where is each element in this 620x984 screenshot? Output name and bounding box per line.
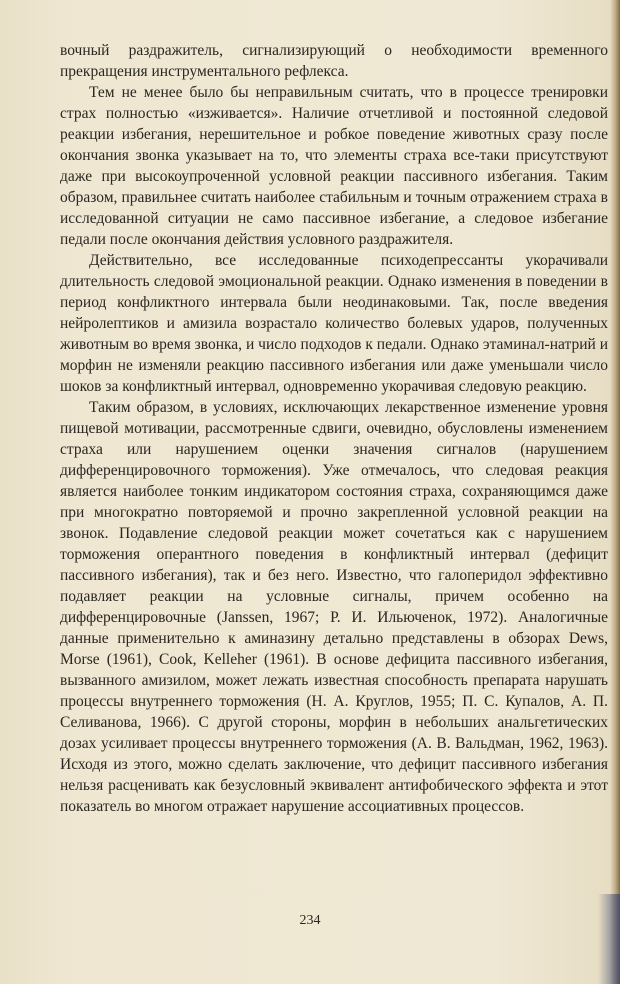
paragraph: Таким образом, в условиях, исключающих лекарственное изменение уровня пищевой мотивации, рассмотренные сдвиги, очевидно, обусловлены изменением страха или нарушением оценки значения сигналов (нарушением дифференцировочного торможения). Уже отмечалось, что следовая реакция является наиболее тонким индикатором состояния страха, сохраняющимся даже при многократно повторяемой и прочно закрепленной условной реакции на звонок. Подавление следовой реакции может сочетаться как с нарушением торможения оперантного поведения в конфликтный интервал (дефицит пассивного избегания), так и без него. Известно, что галоперидол эффективно подавляет реакции на условные сигналы, причем особенно на дифференцировочные (Janssen, 1967; Р. И. Ильюченок, 1972). Аналогичные данные применительно к аминазину детально представлены в обзорах Dews, Morse (1961), Cook, Kelleher (1961). В основе дефицита пассивного избегания, вызванного амизилом, может лежать известная способность препарата нарушать процессы внутреннего торможения (Н. А. Круглов, 1955; П. С. Купалов, А. П. Селиванова, 1966). С другой стороны, морфин в небольших анальгетических дозах усиливает процессы внутреннего торможения (А. В. Вальдман, 1962, 1963). Исходя из этого, можно сделать заключение, что дефицит пассивного избегания нельзя расценивать как безусловный эквивалент антифобического эффекта и этот показатель во многом отражает нарушение ассоциативных процессов. [60, 399, 608, 815]
paragraph: Тем не менее было бы неправильным считать, что в процессе тренировки страх полностью «изживается». Наличие отчетливой и постоянной следовой реакции избегания, нерешительное и робкое поведение животных сразу после окончания звонка указывает на то, что элементы страха все-таки присутствуют даже при высокоупроченной условной реакции пассивного избегания. Таким образом, правильнее считать наиболее стабильным и точным отражением страха в исследованной ситуации не само пассивное избегание, а следовое избегание педали после окончания действия условного раздражителя. [60, 84, 608, 248]
page-number: 234 [299, 913, 321, 928]
page-edge-shadow [610, 0, 620, 984]
book-binding-edge [598, 894, 620, 984]
paragraph: Действительно, все исследованные психодепрессанты укорачивали длительность следовой эмоциональной реакции. Однако изменения в поведении в период конфликтного интервала были неодинаковыми. Так, после введения нейролептиков и амизила возрастало количество болевых ударов, полученных животным во время звонка, и число подходов к педали. Однако этаминал-натрий и морфин не изменяли реакцию пассивного избегания или даже уменьшали число шоков за конфликтный интервал, одновременно укорачивая следовую реакцию. [60, 252, 608, 395]
body-text [60, 40, 608, 817]
paragraph-continuation: вочный раздражитель, сигнализирующий о необходимости временного прекращения инструментального рефлекса. [60, 42, 608, 80]
